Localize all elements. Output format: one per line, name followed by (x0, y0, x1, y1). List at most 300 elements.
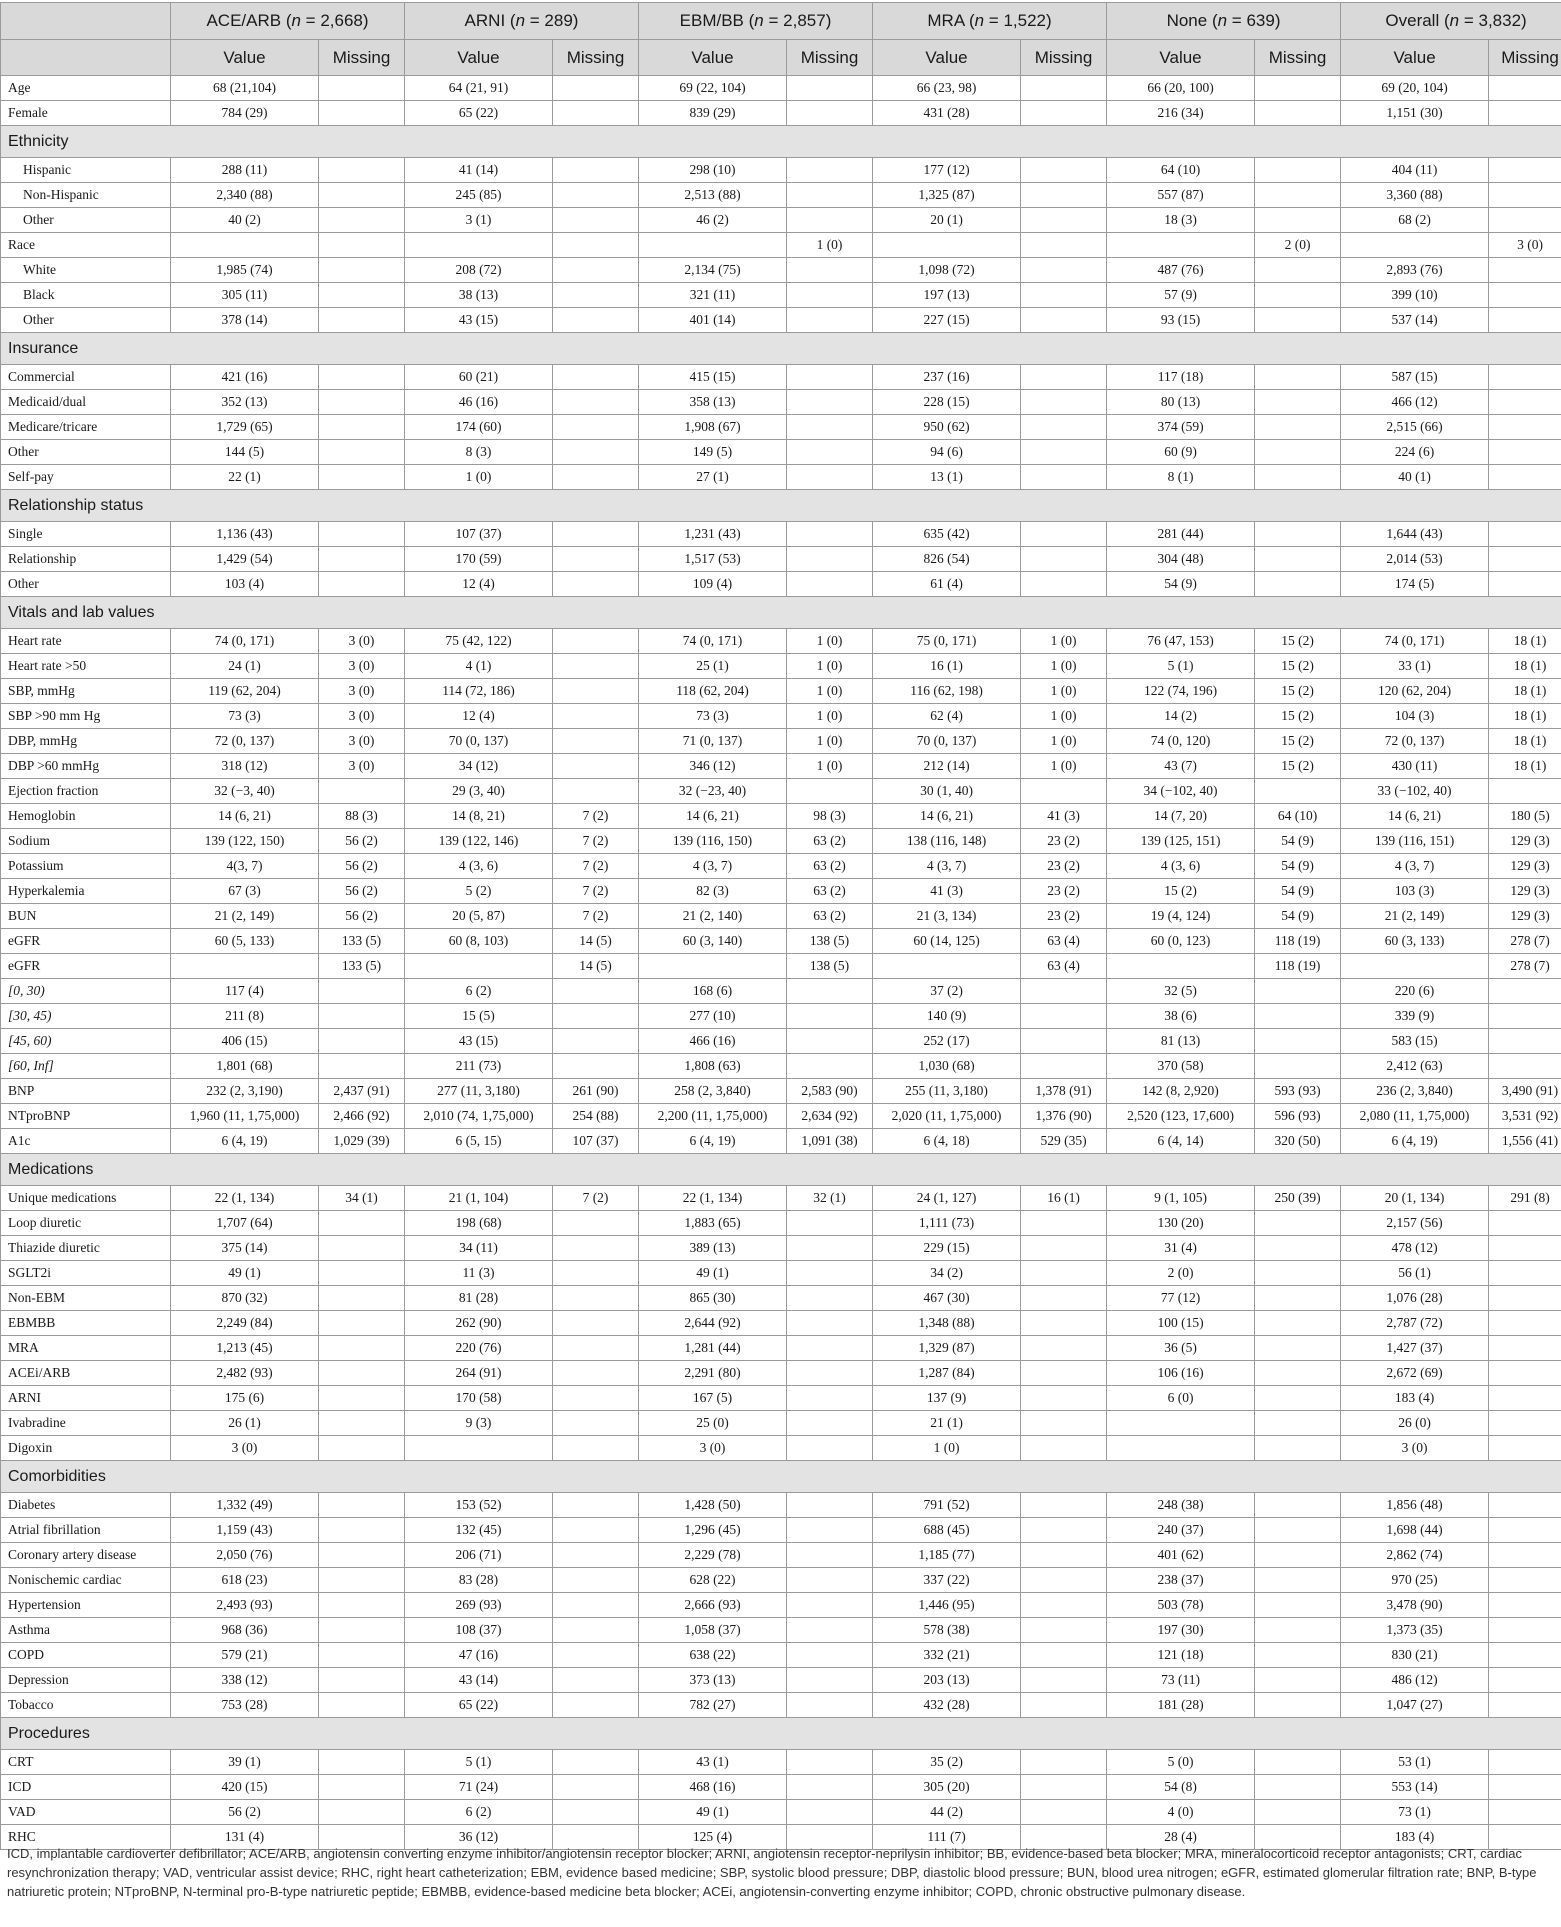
value-cell: 21 (2, 140) (639, 904, 787, 929)
value-cell: 782 (27) (639, 1693, 787, 1718)
missing-cell: 7 (2) (553, 879, 639, 904)
missing-cell: 596 (93) (1255, 1104, 1341, 1129)
missing-cell (1489, 1668, 1561, 1693)
table-row (1, 1029, 1561, 1054)
missing-cell (1489, 779, 1561, 804)
missing-cell (787, 101, 873, 126)
missing-cell: 56 (2) (319, 904, 405, 929)
missing-cell: 56 (2) (319, 829, 405, 854)
missing-cell: 3 (0) (319, 704, 405, 729)
value-cell: 1,325 (87) (873, 183, 1021, 208)
group-header-row (1, 3, 1561, 40)
value-cell: 430 (11) (1341, 754, 1489, 779)
value-cell: 2,080 (11, 1,75,000) (1341, 1104, 1489, 1129)
missing-cell (1489, 390, 1561, 415)
missing-cell (1021, 1411, 1107, 1436)
value-cell: 2,340 (88) (171, 183, 319, 208)
value-cell: 46 (2) (639, 208, 787, 233)
row-label: Non-EBM (1, 1286, 171, 1311)
value-cell: 3,478 (90) (1341, 1593, 1489, 1618)
row-label: ICD (1, 1775, 171, 1800)
value-cell: 269 (93) (405, 1593, 553, 1618)
value-cell: 69 (20, 104) (1341, 76, 1489, 101)
missing-cell (1021, 308, 1107, 333)
missing-cell: 3,490 (91) (1489, 1079, 1561, 1104)
missing-cell (1021, 1286, 1107, 1311)
value-cell (873, 954, 1021, 979)
missing-cell (553, 1386, 639, 1411)
missing-cell: 1 (0) (1021, 629, 1107, 654)
missing-cell: 56 (2) (319, 879, 405, 904)
missing-cell (787, 1593, 873, 1618)
missing-cell (787, 1236, 873, 1261)
missing-cell: 118 (19) (1255, 929, 1341, 954)
row-label: Other (1, 308, 171, 333)
table-row (1, 1236, 1561, 1261)
group-header-ace-arb: ACE/ARB (n = 2,668) (171, 3, 405, 40)
value-cell: 60 (5, 133) (171, 929, 319, 954)
missing-cell (1021, 1693, 1107, 1718)
missing-cell: 138 (5) (787, 954, 873, 979)
value-cell: 784 (29) (171, 101, 319, 126)
missing-cell: 180 (5) (1489, 804, 1561, 829)
missing-cell (1489, 440, 1561, 465)
value-cell: 826 (54) (873, 547, 1021, 572)
value-cell: 2,010 (74, 1,75,000) (405, 1104, 553, 1129)
table-row (1, 929, 1561, 954)
value-cell: 67 (3) (171, 879, 319, 904)
missing-cell: 18 (1) (1489, 679, 1561, 704)
value-cell: 12 (4) (405, 704, 553, 729)
table-row (1, 979, 1561, 1004)
value-cell: 34 (12) (405, 754, 553, 779)
row-label: [45, 60) (1, 1029, 171, 1054)
value-cell: 28 (4) (1107, 1825, 1255, 1850)
missing-cell (1489, 1386, 1561, 1411)
missing-cell: 63 (2) (787, 854, 873, 879)
missing-cell: 1 (0) (787, 654, 873, 679)
table-row (1, 390, 1561, 415)
missing-cell (319, 1643, 405, 1668)
section-title: Insurance (1, 333, 1561, 365)
value-cell: 5 (1) (1107, 654, 1255, 679)
missing-cell (553, 283, 639, 308)
value-cell: 3 (1) (405, 208, 553, 233)
value-cell: 198 (68) (405, 1211, 553, 1236)
value-cell: 791 (52) (873, 1493, 1021, 1518)
table-row (1, 1311, 1561, 1336)
row-label: SBP >90 mm Hg (1, 704, 171, 729)
value-cell: 153 (52) (405, 1493, 553, 1518)
value-cell: 578 (38) (873, 1618, 1021, 1643)
row-label: Ejection fraction (1, 779, 171, 804)
missing-cell (1255, 76, 1341, 101)
value-cell: 870 (32) (171, 1286, 319, 1311)
missing-header: Missing (319, 40, 405, 76)
value-cell: 1,427 (37) (1341, 1336, 1489, 1361)
missing-cell (319, 1054, 405, 1079)
missing-cell (787, 1436, 873, 1461)
value-cell: 9 (1, 105) (1107, 1186, 1255, 1211)
row-label: COPD (1, 1643, 171, 1668)
missing-cell (1255, 1643, 1341, 1668)
table-row (1, 729, 1561, 754)
table-row (1, 904, 1561, 929)
missing-cell: 250 (39) (1255, 1186, 1341, 1211)
table-row (1, 1593, 1561, 1618)
value-cell: 4 (3, 7) (1341, 854, 1489, 879)
value-cell: 139 (116, 150) (639, 829, 787, 854)
row-label: Commercial (1, 365, 171, 390)
missing-cell (319, 1493, 405, 1518)
missing-cell (1255, 1236, 1341, 1261)
value-cell: 1,098 (72) (873, 258, 1021, 283)
missing-cell (1021, 440, 1107, 465)
missing-cell (553, 1361, 639, 1386)
missing-cell (1489, 572, 1561, 597)
value-cell (1107, 1436, 1255, 1461)
missing-cell (1489, 308, 1561, 333)
missing-cell (1021, 979, 1107, 1004)
missing-cell (1489, 415, 1561, 440)
missing-cell: 1 (0) (787, 233, 873, 258)
value-cell: 47 (16) (405, 1643, 553, 1668)
missing-cell: 1 (0) (787, 754, 873, 779)
missing-cell: 63 (2) (787, 904, 873, 929)
value-cell: 140 (9) (873, 1004, 1021, 1029)
value-cell: 1,287 (84) (873, 1361, 1021, 1386)
missing-cell (787, 365, 873, 390)
value-cell: 2,200 (11, 1,75,000) (639, 1104, 787, 1129)
table-row (1, 829, 1561, 854)
table-row (1, 547, 1561, 572)
value-cell: 103 (3) (1341, 879, 1489, 904)
value-cell: 18 (3) (1107, 208, 1255, 233)
value-cell: 232 (2, 3,190) (171, 1079, 319, 1104)
missing-cell (1255, 1693, 1341, 1718)
value-cell: 1,446 (95) (873, 1593, 1021, 1618)
missing-cell (787, 183, 873, 208)
missing-cell (1021, 1493, 1107, 1518)
section-header-row (1, 126, 1561, 158)
value-cell: 6 (2) (405, 979, 553, 1004)
value-cell: 688 (45) (873, 1518, 1021, 1543)
value-cell: 6 (5, 15) (405, 1129, 553, 1154)
value-cell: 839 (29) (639, 101, 787, 126)
table-row (1, 572, 1561, 597)
value-cell: 64 (21, 91) (405, 76, 553, 101)
missing-cell (787, 1493, 873, 1518)
missing-cell: 15 (2) (1255, 679, 1341, 704)
missing-cell (787, 547, 873, 572)
missing-cell (319, 101, 405, 126)
table-row (1, 208, 1561, 233)
value-cell: 6 (4, 14) (1107, 1129, 1255, 1154)
missing-cell (1255, 1386, 1341, 1411)
missing-cell (553, 390, 639, 415)
value-cell: 60 (3, 133) (1341, 929, 1489, 954)
value-cell: 73 (1) (1341, 1800, 1489, 1825)
missing-cell: 278 (7) (1489, 929, 1561, 954)
missing-cell (1255, 440, 1341, 465)
value-cell: 168 (6) (639, 979, 787, 1004)
missing-cell (1255, 1286, 1341, 1311)
value-cell: 14 (2) (1107, 704, 1255, 729)
value-cell: 22 (1) (171, 465, 319, 490)
value-cell: 100 (15) (1107, 1311, 1255, 1336)
missing-cell (319, 572, 405, 597)
value-cell: 76 (47, 153) (1107, 629, 1255, 654)
value-cell: 370 (58) (1107, 1054, 1255, 1079)
missing-cell: 64 (10) (1255, 804, 1341, 829)
missing-cell (1489, 979, 1561, 1004)
missing-cell (1255, 1336, 1341, 1361)
value-cell: 25 (0) (639, 1411, 787, 1436)
table-row (1, 1775, 1561, 1800)
value-cell: 2,020 (11, 1,75,000) (873, 1104, 1021, 1129)
value-cell: 106 (16) (1107, 1361, 1255, 1386)
missing-cell (1021, 283, 1107, 308)
value-cell: 139 (125, 151) (1107, 829, 1255, 854)
value-cell: 358 (13) (639, 390, 787, 415)
value-cell: 54 (9) (1107, 572, 1255, 597)
missing-cell (1489, 1286, 1561, 1311)
value-cell: 6 (4, 18) (873, 1129, 1021, 1154)
missing-cell (1021, 1236, 1107, 1261)
missing-cell (787, 1211, 873, 1236)
value-cell: 4(3, 7) (171, 854, 319, 879)
missing-cell (1021, 1004, 1107, 1029)
missing-cell (1489, 76, 1561, 101)
value-cell: 1,058 (37) (639, 1618, 787, 1643)
missing-cell (319, 1286, 405, 1311)
row-label: EBMBB (1, 1311, 171, 1336)
missing-cell (787, 258, 873, 283)
value-cell: 338 (12) (171, 1668, 319, 1693)
missing-cell (553, 1493, 639, 1518)
missing-cell (1255, 1411, 1341, 1436)
missing-cell (1255, 258, 1341, 283)
table-row (1, 1129, 1561, 1154)
missing-cell (1021, 779, 1107, 804)
missing-cell (1489, 1800, 1561, 1825)
value-cell: 229 (15) (873, 1236, 1021, 1261)
value-cell: 49 (1) (171, 1261, 319, 1286)
missing-cell (1021, 183, 1107, 208)
value-cell (405, 233, 553, 258)
missing-cell (1489, 1618, 1561, 1643)
value-cell: 149 (5) (639, 440, 787, 465)
missing-cell (787, 1004, 873, 1029)
value-cell: 66 (23, 98) (873, 76, 1021, 101)
missing-cell (319, 1411, 405, 1436)
value-cell: 389 (13) (639, 1236, 787, 1261)
value-cell: 32 (−3, 40) (171, 779, 319, 804)
value-cell: 66 (20, 100) (1107, 76, 1255, 101)
value-cell: 421 (16) (171, 365, 319, 390)
value-cell: 41 (3) (873, 879, 1021, 904)
value-cell: 116 (62, 198) (873, 679, 1021, 704)
value-cell: 374 (59) (1107, 415, 1255, 440)
missing-cell (1255, 158, 1341, 183)
value-cell: 74 (0, 120) (1107, 729, 1255, 754)
value-cell: 352 (13) (171, 390, 319, 415)
missing-cell (1021, 522, 1107, 547)
value-cell: 252 (17) (873, 1029, 1021, 1054)
missing-cell (1021, 233, 1107, 258)
value-cell: 56 (1) (1341, 1261, 1489, 1286)
value-cell: 255 (11, 3,180) (873, 1079, 1021, 1104)
missing-cell (1255, 979, 1341, 1004)
value-cell: 237 (16) (873, 365, 1021, 390)
missing-cell (553, 208, 639, 233)
missing-cell (1255, 779, 1341, 804)
row-label: eGFR (1, 954, 171, 979)
value-cell: 1,373 (35) (1341, 1618, 1489, 1643)
missing-cell: 261 (90) (553, 1079, 639, 1104)
value-cell: 32 (−23, 40) (639, 779, 787, 804)
missing-cell (1489, 1593, 1561, 1618)
missing-cell (787, 390, 873, 415)
missing-cell (1489, 1568, 1561, 1593)
value-cell: 2,014 (53) (1341, 547, 1489, 572)
missing-cell: 3 (0) (319, 654, 405, 679)
missing-cell (553, 101, 639, 126)
missing-header: Missing (787, 40, 873, 76)
row-label: eGFR (1, 929, 171, 954)
value-cell: 5 (0) (1107, 1750, 1255, 1775)
table-row (1, 679, 1561, 704)
missing-cell (787, 76, 873, 101)
section-header-row (1, 1154, 1561, 1186)
missing-cell (1489, 1775, 1561, 1800)
value-cell (405, 954, 553, 979)
value-cell: 2,644 (92) (639, 1311, 787, 1336)
missing-cell (787, 208, 873, 233)
row-label: MRA (1, 1336, 171, 1361)
missing-cell: 18 (1) (1489, 729, 1561, 754)
missing-cell: 107 (37) (553, 1129, 639, 1154)
value-cell: 2,229 (78) (639, 1543, 787, 1568)
missing-cell: 15 (2) (1255, 729, 1341, 754)
value-cell: 2,482 (93) (171, 1361, 319, 1386)
missing-cell: 18 (1) (1489, 629, 1561, 654)
value-cell: 6 (2) (405, 1800, 553, 1825)
value-cell: 8 (3) (405, 440, 553, 465)
missing-cell (1255, 465, 1341, 490)
value-cell: 288 (11) (171, 158, 319, 183)
value-cell: 72 (0, 137) (171, 729, 319, 754)
value-cell: 220 (76) (405, 1336, 553, 1361)
value-cell: 1,808 (63) (639, 1054, 787, 1079)
missing-cell (1489, 547, 1561, 572)
missing-cell (1489, 1054, 1561, 1079)
value-cell: 14 (6, 21) (873, 804, 1021, 829)
missing-cell (1255, 1004, 1341, 1029)
value-cell: 43 (1) (639, 1750, 787, 1775)
value-header: Value (1107, 40, 1255, 76)
table-row (1, 1750, 1561, 1775)
missing-cell (787, 572, 873, 597)
value-cell: 80 (13) (1107, 390, 1255, 415)
missing-cell (1021, 1668, 1107, 1693)
table-row (1, 654, 1561, 679)
missing-cell: 1,556 (41) (1489, 1129, 1561, 1154)
value-cell: 486 (12) (1341, 1668, 1489, 1693)
value-cell (171, 233, 319, 258)
missing-cell (787, 1750, 873, 1775)
missing-cell: 529 (35) (1021, 1129, 1107, 1154)
missing-cell: 1 (0) (787, 679, 873, 704)
missing-cell (1021, 1436, 1107, 1461)
row-label: CRT (1, 1750, 171, 1775)
missing-cell (1255, 183, 1341, 208)
missing-cell (1021, 1593, 1107, 1618)
value-cell: 339 (9) (1341, 1004, 1489, 1029)
missing-cell: 15 (2) (1255, 704, 1341, 729)
missing-cell (553, 547, 639, 572)
missing-cell (787, 1054, 873, 1079)
value-cell: 305 (11) (171, 283, 319, 308)
value-cell (1107, 1411, 1255, 1436)
missing-cell: 1,029 (39) (319, 1129, 405, 1154)
missing-cell (1489, 1643, 1561, 1668)
value-cell: 6 (0) (1107, 1386, 1255, 1411)
missing-cell (1021, 158, 1107, 183)
missing-cell (1255, 1668, 1341, 1693)
value-cell: 4 (1) (405, 654, 553, 679)
table-body (1, 76, 1561, 1850)
value-cell: 2,520 (123, 17,600) (1107, 1104, 1255, 1129)
corner-cell (1, 3, 171, 40)
missing-cell (553, 1518, 639, 1543)
row-label: Other (1, 572, 171, 597)
missing-cell (1255, 208, 1341, 233)
missing-cell (787, 1800, 873, 1825)
value-cell: 175 (6) (171, 1386, 319, 1411)
row-label: Nonischemic cardiac (1, 1568, 171, 1593)
table-row (1, 1104, 1561, 1129)
row-label: RHC (1, 1825, 171, 1850)
missing-cell: 291 (8) (1489, 1186, 1561, 1211)
table-row (1, 1286, 1561, 1311)
value-cell: 43 (15) (405, 308, 553, 333)
missing-cell (553, 1543, 639, 1568)
value-cell: 32 (5) (1107, 979, 1255, 1004)
missing-cell (787, 522, 873, 547)
missing-cell (553, 679, 639, 704)
value-cell: 830 (21) (1341, 1643, 1489, 1668)
value-cell: 39 (1) (171, 1750, 319, 1775)
missing-cell (1021, 101, 1107, 126)
missing-cell (1489, 1693, 1561, 1718)
missing-cell (1489, 465, 1561, 490)
value-cell: 57 (9) (1107, 283, 1255, 308)
value-cell: 74 (0, 171) (1341, 629, 1489, 654)
value-cell: 94 (6) (873, 440, 1021, 465)
missing-cell (1021, 1261, 1107, 1286)
missing-cell (553, 308, 639, 333)
value-cell: 1,047 (27) (1341, 1693, 1489, 1718)
value-cell: 753 (28) (171, 1693, 319, 1718)
missing-cell (787, 979, 873, 1004)
missing-cell (319, 1775, 405, 1800)
table-row (1, 1336, 1561, 1361)
missing-cell (787, 1261, 873, 1286)
value-cell: 43 (15) (405, 1029, 553, 1054)
missing-cell (553, 365, 639, 390)
missing-cell (1255, 308, 1341, 333)
